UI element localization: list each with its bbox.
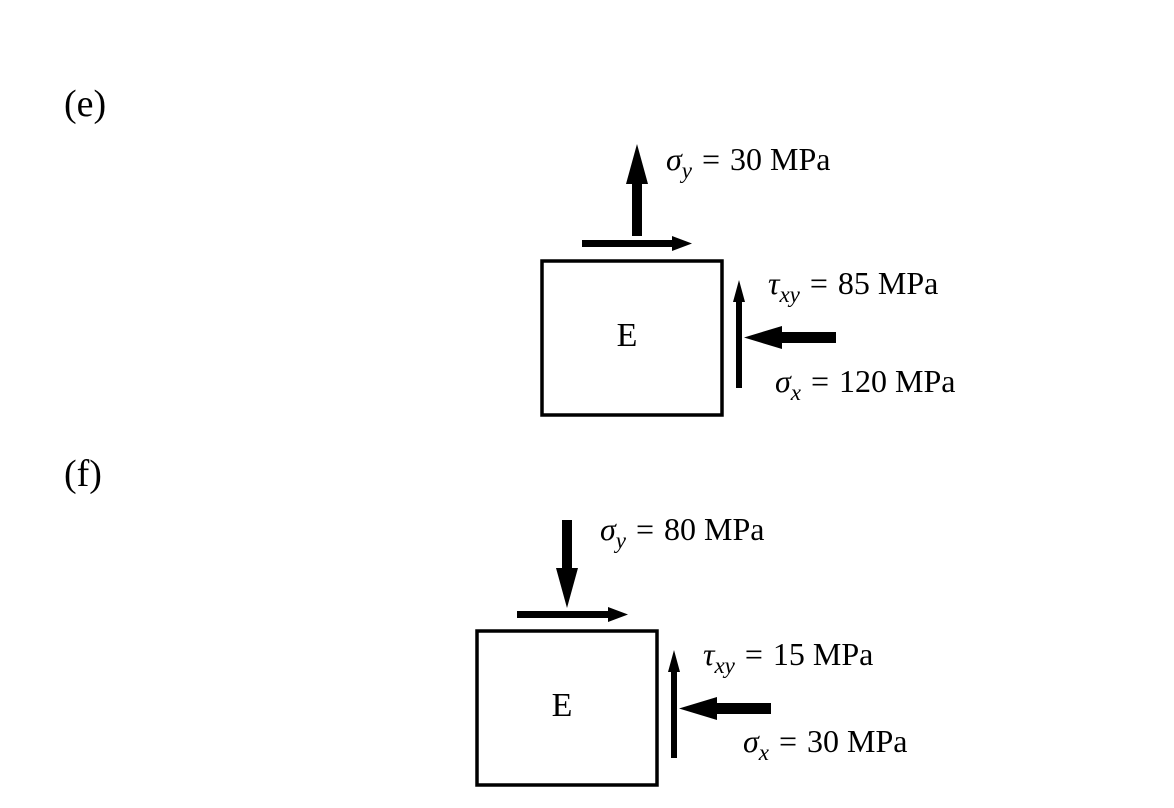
sigma-y-label: $\sigma_y = 30$ MPa xyxy=(666,141,831,183)
sigma-x-label: $\sigma_x = 120$ MPa xyxy=(775,363,956,405)
right-shear-arrow xyxy=(733,280,745,388)
top-shear-arrow xyxy=(517,607,628,622)
sigma-y-arrow xyxy=(626,144,648,236)
problem-f xyxy=(64,453,908,785)
problem-e xyxy=(64,83,956,415)
right-shear-arrow xyxy=(668,650,680,758)
sigma-x-label: $\sigma_x = 30$ MPa xyxy=(743,723,908,765)
tau-xy-label: $\tau_{xy} = 85$ MPa xyxy=(768,265,939,307)
sigma-y-label: $\sigma_y = 80$ MPa xyxy=(600,511,765,553)
sigma-x-arrow xyxy=(679,697,771,720)
top-shear-arrow xyxy=(582,236,692,251)
problem-label: (f) xyxy=(64,453,102,495)
tau-xy-label: $\tau_{xy} = 15$ MPa xyxy=(703,636,874,678)
sigma-y-arrow xyxy=(556,520,578,608)
element-label: E xyxy=(551,687,573,724)
problem-label: (e) xyxy=(64,83,107,125)
sigma-x-arrow xyxy=(744,326,836,349)
element-label: E xyxy=(616,317,638,354)
